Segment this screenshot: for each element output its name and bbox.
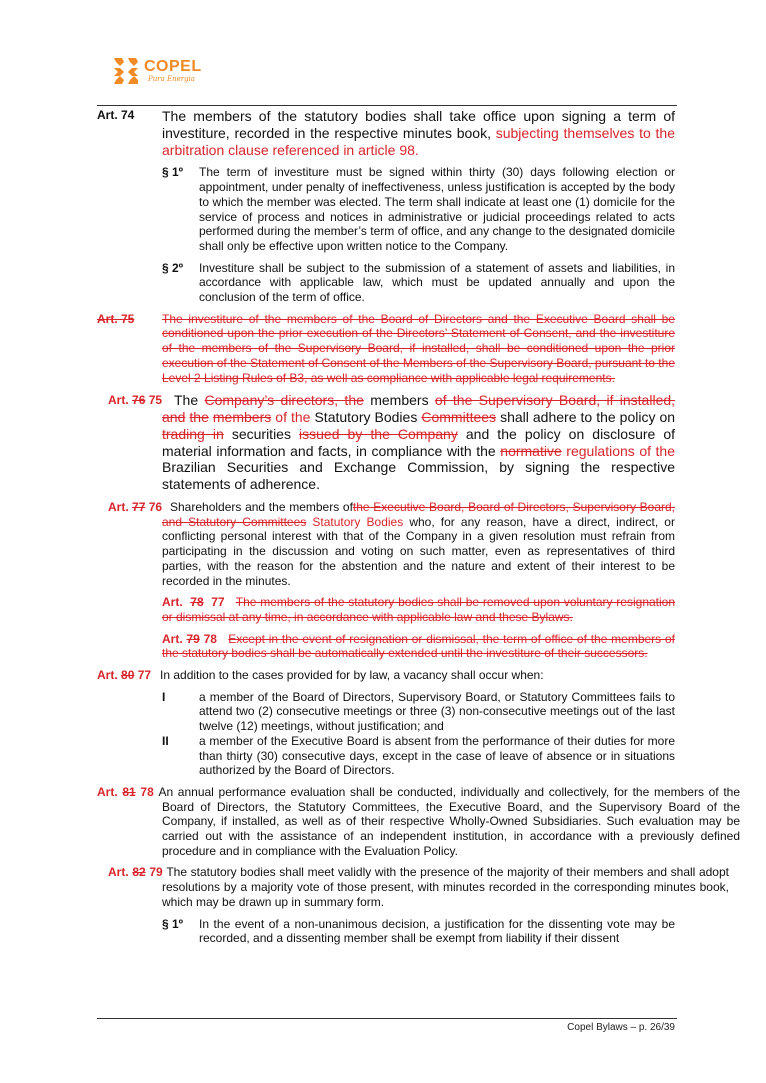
article-76 bbox=[0, 392, 766, 493]
text-deleted: the bbox=[189, 409, 209, 426]
text-segment: Brazilian Securities and Exchange Commission, by signing the respective statements of adherence. bbox=[162, 459, 675, 493]
footer-divider bbox=[97, 1018, 677, 1019]
article-text: In addition to the cases provided for by law, a vacancy shall occur when: bbox=[160, 668, 544, 683]
item-II bbox=[162, 733, 675, 778]
label-prefix: Art. bbox=[108, 500, 129, 515]
text-segment: The bbox=[174, 392, 199, 409]
article-80 bbox=[0, 668, 766, 683]
label-old-number: 79 bbox=[186, 631, 200, 646]
logo-tagline: Pura Energia bbox=[148, 75, 195, 83]
article-text-body: The statutory bodies shall meet validly with the presence of the majority of their members and shall adopt resolutions by a majority vote of those present, with minutes recorded in the corresponding minutes book, which may be drawn up in summary form. bbox=[162, 865, 729, 909]
text-deleted: Company’s directors, the bbox=[204, 392, 364, 409]
label-new-number: 78 bbox=[140, 784, 154, 799]
label-new-number: 76 bbox=[148, 500, 163, 515]
item-label: I bbox=[162, 689, 166, 704]
article-text-original: The members of the statutory bodies shall take office upon signing a term of investiture, recorded in the respective minutes book, bbox=[162, 108, 675, 141]
article-text bbox=[162, 500, 675, 588]
article-label bbox=[97, 668, 151, 683]
paragraph-text: In the event of a non-unanimous decision, a justification for the dissenting vote may be recorded, and a dissenting member shall be exempt from liability if their dissent bbox=[199, 916, 675, 946]
text-segment: who, for any reason, have a direct, indirect, or conflicting personal interest with that of the Company in a given resolution must refrain from participating in the discussion and voting on such matter, even as representatives of third parties, with the reason for the abstention and the nature and extent of their interest to be recorded in the minutes. bbox=[162, 514, 675, 588]
article-label: Art. 74 bbox=[97, 108, 135, 122]
article-text-inserted: subjecting themselves to the arbitration clause referenced in article 98. bbox=[162, 124, 676, 158]
label-old-number: 81 bbox=[122, 784, 136, 799]
label-old-number: 80 bbox=[121, 668, 135, 683]
text-deleted: Committees bbox=[421, 409, 497, 426]
article-82 bbox=[0, 865, 766, 909]
article-label bbox=[108, 500, 162, 515]
label-new-number: 78 bbox=[203, 631, 217, 646]
text-deleted: the Executive Board, Board of Directors, Supervisory Board, and Statutory Committees bbox=[162, 500, 675, 529]
article-text-deleted: The investiture of the members of the Board of Directors and the Executive Board shall be conditioned upon the prior execution of the Directors’ Statement of Consent, and the investiture of the members of the Supervisory Board, if installed, shall be conditioned upon the prior execution of the Statement of Consent of the Members of the Supervisory Board, pursuant to the Level 2 Listing Rules of B3, as well as compliance with applicable legal requirements. bbox=[162, 311, 675, 385]
paragraph-label: § 2º bbox=[162, 260, 184, 275]
text-inserted: of the bbox=[275, 409, 311, 426]
article-text-deleted: Except in the event of resignation or dismissal, the term of office of the members of the statutory bodies shall be automatically extended until the investiture of their successors. bbox=[162, 631, 675, 661]
article-text bbox=[162, 392, 675, 493]
text-segment: and the policy on disclosure of material information and facts, in compliance with the bbox=[162, 425, 676, 459]
label-new-number: 77 bbox=[137, 668, 152, 683]
item-I bbox=[162, 689, 675, 734]
paragraph-1 bbox=[162, 165, 675, 253]
paragraph-2 bbox=[162, 260, 675, 305]
label-prefix: Art. bbox=[162, 631, 183, 646]
article-label bbox=[162, 632, 221, 646]
text-segment: Statutory Bodies bbox=[314, 409, 418, 426]
article-74 bbox=[0, 108, 766, 158]
text-segment: securities bbox=[231, 425, 291, 442]
paragraph-label: § 1º bbox=[162, 165, 184, 180]
text-deleted: normative bbox=[500, 442, 562, 459]
label-prefix: Art. bbox=[162, 595, 183, 610]
text-segment: shall adhere to the policy on bbox=[500, 409, 676, 426]
article-79-deleted bbox=[0, 632, 766, 661]
item-text: a member of the Board of Directors, Supervisory Board, or Statutory Committees fails to attend two (2) consecutive meetings or three (3) non-consecutive meetings out of the last twelve (12) meetings, without justification; and bbox=[199, 689, 675, 734]
article-75-deleted bbox=[0, 312, 766, 386]
article-label bbox=[162, 595, 228, 609]
article-text bbox=[162, 108, 675, 158]
item-label: II bbox=[162, 733, 169, 748]
company-logo bbox=[112, 56, 202, 86]
article-text-body: An annual performance evaluation shall be conducted, individually and collectively, for the members of the Board of Directors, the Statutory Committees, the Executive Board, and the Supervisory Board of the Company, if installed, as well as of their respective Wholly-Owned Subsidiaries. Such evaluation may be carried out with the assistance of an independent institution, in accordance with a previously defined procedure and in compliance with the Evaluation Policy. bbox=[158, 784, 740, 858]
article-text bbox=[162, 632, 675, 661]
label-prefix: Art. bbox=[97, 784, 118, 799]
article-text bbox=[108, 865, 729, 909]
document-body bbox=[0, 108, 766, 946]
text-inserted: Statutory Bodies bbox=[312, 514, 404, 529]
article-text bbox=[97, 785, 740, 859]
article-label: Art. 75 bbox=[97, 311, 135, 326]
label-prefix: Art. bbox=[97, 668, 118, 683]
logo-name: COPEL bbox=[144, 58, 202, 75]
paragraph-text: The term of investiture must be signed within thirty (30) days following election or appointment, under penalty of ineffectiveness, unless justification is accepted by the body to which the member was elected. The term shall indicate at least one (1) domicile for the service of process and notices in administrative or judicial proceedings related to acts performed during the member’s term of office, and any change to the designated domicile shall only be effective upon written notice to the Company. bbox=[199, 165, 675, 253]
text-deleted: members bbox=[212, 409, 272, 426]
label-new-number: 79 bbox=[149, 865, 163, 880]
paragraph-label: § 1º bbox=[162, 916, 184, 931]
text-segment: members bbox=[370, 392, 429, 409]
paragraph-text: Investiture shall be subject to the submission of a statement of assets and liabilities, in accordance with applicable law, which must be updated annually and upon the conclusion of the term of office. bbox=[199, 260, 675, 305]
article-label bbox=[108, 865, 166, 879]
header-divider bbox=[97, 105, 677, 106]
article-label bbox=[108, 392, 162, 409]
item-text: a member of the Executive Board is absent from the performance of their duties for more than thirty (30) consecutive days, except in the case of leave of absence or in situations authorized by the Board of Directors. bbox=[199, 733, 675, 778]
label-old-number: 82 bbox=[132, 865, 146, 880]
article-81 bbox=[0, 785, 766, 859]
article-text bbox=[162, 595, 675, 624]
label-old-number: 78 bbox=[190, 595, 204, 610]
label-new-number: 77 bbox=[211, 595, 225, 610]
text-inserted: regulations of the bbox=[566, 442, 676, 459]
label-old-number: 76 bbox=[132, 393, 146, 408]
article-77 bbox=[0, 500, 766, 588]
article-label bbox=[97, 785, 158, 799]
article-text-deleted: The members of the statutory bodies shall be removed upon voluntary resignation or dismissal at any time, in accordance with applicable law and these Bylaws. bbox=[162, 595, 676, 624]
label-new-number: 75 bbox=[148, 393, 163, 408]
copel-logo-icon bbox=[112, 56, 140, 86]
page-footer: Copel Bylaws – p. 26/39 bbox=[567, 1022, 675, 1033]
article-78-deleted bbox=[0, 595, 766, 624]
label-prefix: Art. bbox=[108, 393, 129, 408]
text-deleted: issued by the Company bbox=[299, 425, 458, 442]
text-deleted: trading in bbox=[162, 425, 224, 442]
label-old-number: 77 bbox=[132, 500, 146, 515]
label-prefix: Art. bbox=[108, 865, 129, 880]
paragraph-1 bbox=[162, 916, 675, 946]
text-segment: Shareholders and the members of bbox=[170, 500, 353, 515]
text-deleted: of the Supervisory Board, if installed, and bbox=[162, 392, 676, 426]
